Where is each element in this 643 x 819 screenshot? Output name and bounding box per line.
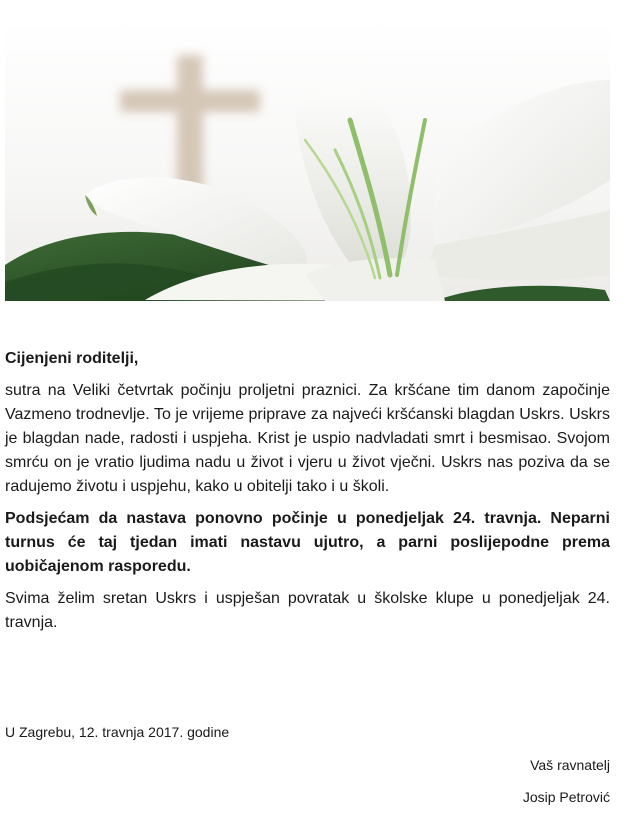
dateline: U Zagrebu, 12. travnja 2017. godine xyxy=(5,724,230,740)
paragraph-intro: sutra na Veliki četvrtak počinju proljetni praznici. Za kršćane tim danom započinje Vazmeno trodnevlje. To je vrijeme priprave za najveći kršćanski blagdan Uskrs. Uskrs je blagdan nade, radosti i uspjeha. Krist je uspio nadvladati smrt i besmisao. Svojom smrću on je vratio ljudima nadu u život i vjeru u život vječni. Uskrs nas poziva da se radujemo životu i uspjehu, kako u obitelji tako i u školi. xyxy=(5,382,610,495)
signature-name: Josip Petrović xyxy=(522,789,610,805)
paragraph-notice: Podsjećam da nastava ponovno počinje u ponedjeljak 24. travnja. Neparni turnus će taj tjedan imati nastavu ujutro, a parni poslijepodne prema uobičajenom rasporedu. xyxy=(5,510,610,575)
lily-banner-image xyxy=(5,20,610,301)
signature-role: Vaš ravnatelj xyxy=(530,757,610,773)
paragraph-wishes: Svima želim sretan Uskrs i uspješan povratak u školske klupe u ponedjeljak 24. travnja. xyxy=(5,590,610,631)
letter-body xyxy=(5,347,610,643)
greeting: Cijenjeni roditelji, xyxy=(5,350,139,367)
